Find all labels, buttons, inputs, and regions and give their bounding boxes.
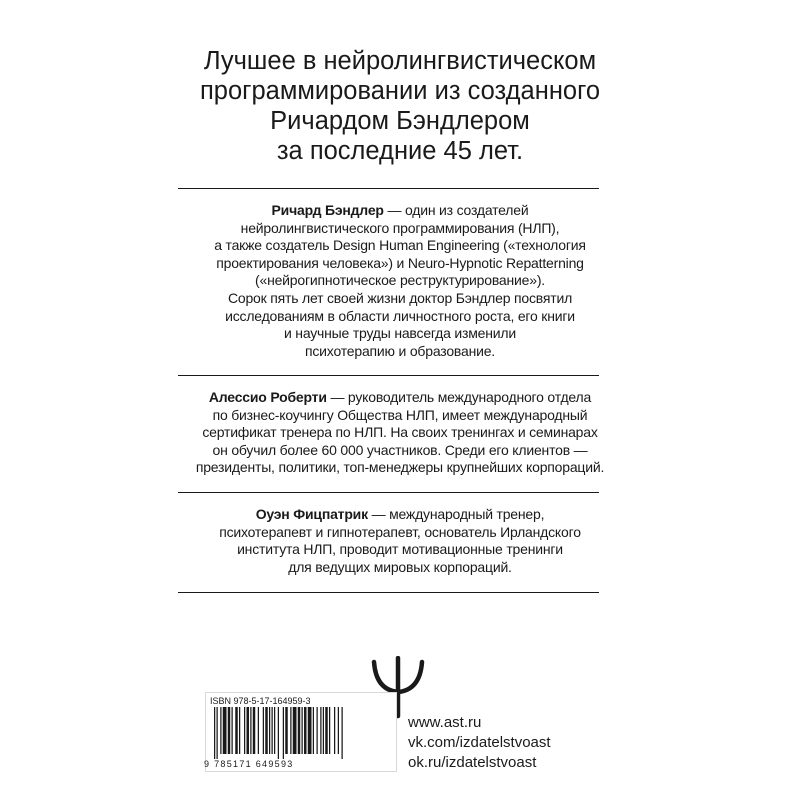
bio-text: — международный тренер, <box>367 506 545 522</box>
divider <box>178 492 599 493</box>
barcode-digits: 9 785171 649593 <box>204 759 294 769</box>
divider <box>178 188 599 189</box>
bio-first-line <box>170 389 630 407</box>
bio-text: — руководитель международного отдела <box>326 389 592 405</box>
bio-line: а также создатель Design Human Engineering («технология <box>214 237 586 254</box>
headline-line: Лучшее в нейролингвистическом <box>203 47 597 75</box>
website-link[interactable]: www.ast.ru <box>408 714 482 731</box>
bio-line: психотерапию и образование. <box>305 342 495 359</box>
bio-line: президенты, политики, топ-менеджеры крупнейших корпораций. <box>195 459 605 476</box>
bio-line: Сорок пять лет своей жизни доктор Бэндлер посвятил <box>227 289 573 306</box>
bio-line: он обучил более 60 000 участников. Среди его клиентов — <box>212 441 588 458</box>
author-name: Оуэн Фицпатрик <box>255 506 368 522</box>
bio-roberti <box>170 389 630 477</box>
bio-line: и научные труды навсегда изменили <box>283 325 517 342</box>
publisher-links <box>408 713 551 773</box>
bio-first-line <box>170 506 630 524</box>
bio-line: сертификат тренера по НЛП. На своих тренингах и семинарах <box>202 424 598 441</box>
bio-first-line <box>170 202 630 220</box>
divider <box>178 592 599 593</box>
headline <box>130 46 670 166</box>
isbn-text: ISBN 978-5-17-164959-3 <box>210 696 311 706</box>
bio-text: — один из создателей <box>383 202 529 218</box>
author-name: Ричард Бэндлер <box>271 202 384 218</box>
bio-line: института НЛП, проводит мотивационные тренинги <box>237 541 563 558</box>
bio-bandler <box>170 202 630 360</box>
bio-fitzpatrick <box>170 506 630 576</box>
divider <box>178 375 599 376</box>
bio-line: психотерапевт и гипнотерапевт, основатель Ирландского <box>219 523 581 540</box>
bio-line: для ведущих мировых корпораций. <box>288 558 512 575</box>
headline-line: за последние 45 лет. <box>276 137 524 165</box>
ok-link[interactable]: ok.ru/izdatelstvoast <box>408 754 537 771</box>
bio-line: проектирования человека») и Neuro-Hypnotic Repatterning <box>216 254 584 271</box>
barcode-image <box>212 707 388 759</box>
bio-line: нейролингвистического программирования (НЛП), <box>240 219 560 236</box>
bio-line: по бизнес-коучингу Общества НЛП, имеет международный <box>212 406 588 423</box>
bio-line: исследованиям в области личностного роста, его книги <box>225 307 575 324</box>
author-name: Алессио Роберти <box>208 389 327 405</box>
headline-line: Ричардом Бэндлером <box>270 107 530 135</box>
vk-link[interactable]: vk.com/izdatelstvoast <box>408 734 551 751</box>
bio-line: («нейрогипнотическое реструктурирование»). <box>255 272 545 289</box>
headline-line: программировании из созданного <box>199 77 601 105</box>
